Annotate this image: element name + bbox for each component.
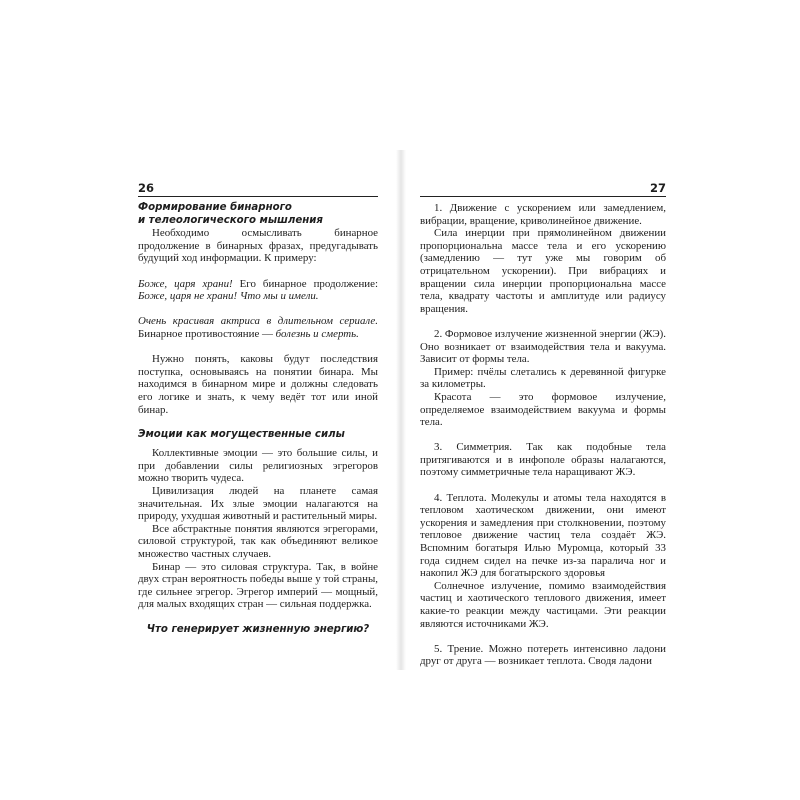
example-quote: Боже, царя не храни! Что мы и имели. <box>138 290 319 303</box>
page-number: 26 <box>138 181 155 195</box>
example-quote: Боже, царя храни! <box>138 277 233 290</box>
paragraph: Сила инерции при прямолинейном движении пропорциональна массе тела и его ускорению (замедлению — тут уже мы говорим об отрицательном ускорении). При вибрациях и вращении сила инерции пропорциональна массе тела, квадрату частоты и амплитуде или радиусу вращения. <box>420 227 666 315</box>
paragraph: Бинар — это силовая структура. Так, в войне двух стран вероятность победы выше у той страны, где сильнее эгрегор. Эгрегор империй — мощный, для малых входящих стран — сильная поддержка. <box>138 560 378 611</box>
paragraph: Коллективные эмоции — это большие силы, и при добавлении силы религиозных эгрегоров можно творить чудеса. <box>138 447 378 485</box>
example-text: Бинарное противостояние — <box>138 327 276 340</box>
paragraph: Пример: пчёлы слетались к деревянной фигурке за километры. <box>420 365 666 391</box>
paragraph: Солнечное излучение, помимо взаимодействия частиц и хаотического теплового движения, имеет какие-то реакции между частицами. Эти реакции являются источниками ЖЭ. <box>420 579 666 630</box>
paragraph: 1. Движение с ускорением или замедлением, вибрации, вращение, криволинейное движение. <box>420 202 666 227</box>
header-rule <box>138 196 378 197</box>
example-quote: болезнь и смерть. <box>275 327 359 340</box>
section-heading: Что генерирует жизненную энергию? <box>146 623 370 635</box>
section-heading: Формирование бинарного <box>138 202 292 213</box>
example-paragraph <box>138 278 378 303</box>
section-heading: и телеологического мышления <box>138 214 323 226</box>
example-paragraph <box>138 315 378 340</box>
paragraph: 2. Формовое излучение жизненной энергии (ЖЭ). Оно возникает от взаимодействия тела и вакуума. Зависит от формы тела. <box>420 327 666 366</box>
header-rule <box>420 196 666 197</box>
right-page-text <box>420 202 666 668</box>
example-text: Его бинарное продолжение: <box>232 277 378 290</box>
section-heading: Эмоции как могущественные силы <box>138 428 345 440</box>
paragraph: Необходимо осмысливать бинарное продолжение в бинарных фразах, предугадывать будущий ход информации. К примеру: <box>138 227 378 265</box>
paragraph: Нужно понять, каковы будут последствия поступка, основываясь на понятии бинара. Мы находимся в бинарном мире и должны следовать его логике и знать, к чему ведёт тот или иной бинар. <box>138 353 378 416</box>
book-gutter <box>396 150 406 670</box>
example-quote: Очень красивая актриса в длительном сериале. <box>138 315 378 328</box>
left-page-text <box>138 202 378 636</box>
paragraph: 5. Трение. Можно потереть интенсивно ладони друг от друга — возникает теплота. Сводя ладони <box>420 642 666 668</box>
page-number: 27 <box>649 181 666 195</box>
paragraph: Все абстрактные понятия являются эгрегорами, силовой структурой, так как объединяют великое множество частных случаев. <box>138 522 378 561</box>
paragraph: 3. Симметрия. Так как подобные тела притягиваются и в инфополе образы налагаются, поэтому симметричные тела наращивают ЖЭ. <box>420 441 666 479</box>
paragraph: 4. Теплота. Молекулы и атомы тела находятся в тепловом хаотическом движении, они имеют ускорения и замедления при столкновении, поэтому тепловое движение частиц тела создаёт ЖЭ. Вспомним богатыря Илью Муромца, который 33 года сиднем сидел на печке из-за паралича ног и накопил ЖЭ для богатырского здоровья <box>420 491 666 580</box>
paragraph: Цивилизация людей на планете самая значительная. Их злые эмоции налагаются на природу, ухудшая животный и растительный миры. <box>138 485 378 523</box>
paragraph: Красота — это формовое излучение, определяемое взаимодействием вакуума и формы тела. <box>420 390 666 429</box>
